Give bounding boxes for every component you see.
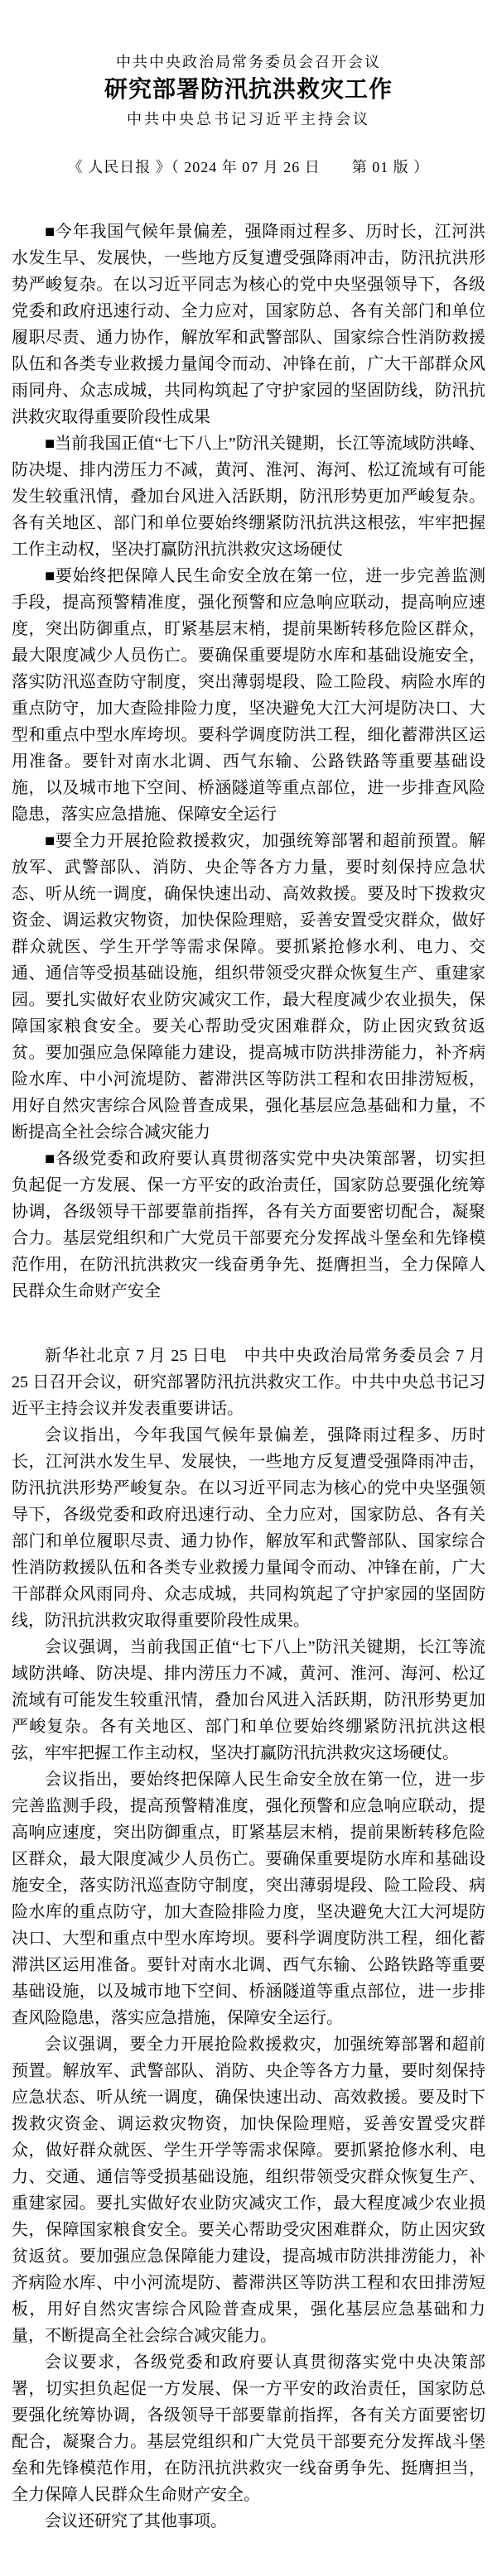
- summary-section: [12, 219, 485, 1305]
- publication-line: 《 人民日报 》（ 2024 年 07 月 26 日 第 01 版 ）: [67, 159, 430, 175]
- body-paragraph: 会议强调，要全力开展抢险救援救灾，加强统筹部署和超前预置。解放军、武警部队、消防、央企等各方力量，要时刻保持应急状态、听从统一调度，确保快速出动、高效救援。要及时下拨救灾资金、调运救灾物资，加快保险理赔，妥善安置受灾群众，做好群众就医、学生开学等需求保障。要抓紧抢修水利、电力、交通、通信等受损基础设施，组织带领受灾群众恢复生产、重建家园。要扎实做好农业防灾减灾工作，最大程度减少农业损失，保障国家粮食安全。要关心帮助受灾困难群众，防止因灾致贫返贫。要加强应急保障能力建设，提高城市防洪排涝能力，补齐病险水库、中小河流堤防、蓄滞洪区等防洪工程和农田排涝短板，用好自然灾害综合风险普查成果，强化基层应急基础和力量，不断提高全社会综合减灾能力。: [12, 2035, 485, 2345]
- body-paragraph: 会议还研究了其他事项。: [45, 2512, 227, 2530]
- summary-paragraph: ■今年我国气候年景偏差，强降雨过程多、历时长，江河洪水发生早、发展快，一些地方反复遭受强降雨冲击，防汛抗洪形势严峻复杂。在以习近平同志为核心的党中央坚强领导下，各级党委和政府迅速行动、全力应对，国家防总、各有关部门和单位履职尽责、通力协作，解放军和武警部队、国家综合性消防救援队伍和各类专业救援力量闻令而动、冲锋在前，广大干部群众风雨同舟、众志成城，共同构筑起了守护家园的坚固防线，防汛抗洪救灾取得重要阶段性成果: [12, 223, 485, 426]
- summary-paragraph: ■要全力开展抢险救援救灾，加强统筹部署和超前预置。解放军、武警部队、消防、央企等各方力量，要时刻保持应急状态、听从统一调度，确保快速出动、高效救援。要及时下拨救灾资金、调运救灾物资，加快保险理赔，妥善安置受灾群众，做好群众就医、学生开学等需求保障。要抓紧抢修水利、电力、交通、通信等受损基础设施，组织带领受灾群众恢复生产、重建家园。要扎实做好农业防灾减灾工作，最大程度减少农业损失，保障国家粮食安全。要关心帮助受灾困难群众，防止因灾致贫返贫。要加强应急保障能力建设，提高城市防洪排涝能力，补齐病险水库、中小河流堤防、蓄滞洪区等防洪工程和农田排涝短板，用好自然灾害综合风险普查成果，强化基层应急基础和力量，不断提高全社会综合减灾能力: [12, 832, 485, 1141]
- article-subtitle: 中共中央总书记习近平主持会议: [127, 111, 370, 127]
- body-paragraph: 会议指出，今年我国气候年景偏差，强降雨过程多、历时长，江河洪水发生早、发展快，一些地方反复遭受强降雨冲击，防汛抗洪形势严峻复杂。在以习近平同志为核心的党中央坚强领导下，各级党委和政府迅速行动、全力应对，国家防总、各有关部门和单位履职尽责、通力协作，解放军和武警部队、国家综合性消防救援队伍和各类专业救援力量闻令而动、冲锋在前，广大干部群众风雨同舟、众志成城，共同构筑起了守护家园的坚固防线，防汛抗洪救灾取得重要阶段性成果。: [12, 1426, 485, 1630]
- news-section: [12, 1343, 485, 2535]
- body-paragraph: 新华社北京 7 月 25 日电 中共中央政治局常务委员会 7 月 25 日召开会议，研究部署防汛抗洪救灾工作。中共中央总书记习近平主持会议并发表重要讲话。: [12, 1347, 485, 1418]
- article-header: [0, 51, 497, 177]
- summary-paragraph: ■要始终把保障人民生命安全放在第一位，进一步完善监测手段，提高预警精准度，强化预警和应急响应联动，提高响应速度，突出防御重点，盯紧基层末梢，提前果断转移危险区群众，最大限度减少人员伤亡。要确保重要堤防水库和基础设施安全，落实防汛巡查防守制度，突出薄弱堤段、险工险段、病险水库的重点防守，加大查险排险力度，坚决避免大江大河堤防决口、大型和重点中型水库垮坝。要科学调度防洪工程，细化蓄滞洪区运用准备。要针对南水北调、西气东输、公路铁路等重要基础设施，以及城市地下空间、桥涵隧道等重点部位，进一步排查风险隐患，落实应急措施、保障安全运行: [12, 567, 485, 824]
- body-paragraph: 会议强调，当前我国正值“七下八上”防汛关键期，长江等流域防洪峰、防决堤、排内涝压力不减，黄河、淮河、海河、松辽流域有可能发生较重汛情，叠加台风进入活跃期，防汛形势更加严峻复杂。各有关地区、部门和单位要始终绷紧防汛抗洪这根弦，牢牢把握工作主动权，坚决打赢防汛抗洪救灾这场硬仗。: [12, 1638, 485, 1762]
- article-kicker: 中共中央政治局常务委员会召开会议: [116, 54, 381, 70]
- summary-paragraph: ■各级党委和政府要认真贯彻落实党中央决策部署，切实担负起促一方发展、保一方平安的政治责任，国家防总要强化统筹协调，各级领导干部要靠前指挥，各有关方面要密切配合，凝聚合力。基层党组织和广大党员干部要充分发挥战斗堡垒和先锋模范作用，在防汛抗洪救灾一线奋勇争先、挺膺担当，全力保障人民群众生命财产安全: [12, 1150, 485, 1300]
- article-title: 研究部署防汛抗洪救灾工作: [104, 77, 393, 103]
- article-body: [0, 219, 497, 2535]
- body-paragraph: 会议指出，要始终把保障人民生命安全放在第一位，进一步完善监测手段，提高预警精准度，强化预警和应急响应联动，提高响应速度，突出防御重点，盯紧基层末梢，提前果断转移危险区群众，最大限度减少人员伤亡。要确保重要堤防水库和基础设施安全，落实防汛巡查防守制度，突出薄弱堤段、险工险段、病险水库的重点防守，加大查险排险力度，坚决避免大江大河堤防决口、大型和重点中型水库垮坝。要科学调度防洪工程，细化蓄滞洪区运用准备。要针对南水北调、西气东输、公路铁路等重要基础设施，以及城市地下空间、桥涵隧道等重点部位，进一步排查风险隐患，落实应急措施，保障安全运行。: [12, 1771, 485, 2027]
- summary-paragraph: ■当前我国正值“七下八上”防汛关键期，长江等流域防洪峰、防决堤、排内涝压力不减，黄河、淮河、海河、松辽流域有可能发生较重汛情，叠加台风进入活跃期，防汛形势更加严峻复杂。各有关地区、部门和单位要始终绷紧防汛抗洪这根弦，牢牢把握工作主动权，坚决打赢防汛抗洪救灾这场硬仗: [12, 435, 485, 559]
- body-paragraph: 会议要求，各级党委和政府要认真贯彻落实党中央决策部署，切实担负起促一方发展、保一方平安的政治责任，国家防总要强化统筹协调，各级领导干部要靠前指挥，各有关方面要密切配合，凝聚合力。基层党组织和广大党员干部要充分发挥战斗堡垒和先锋模范作用，在防汛抗洪救灾一线奋勇争先、挺膺担当，全力保障人民群众生命财产安全。: [12, 2353, 485, 2504]
